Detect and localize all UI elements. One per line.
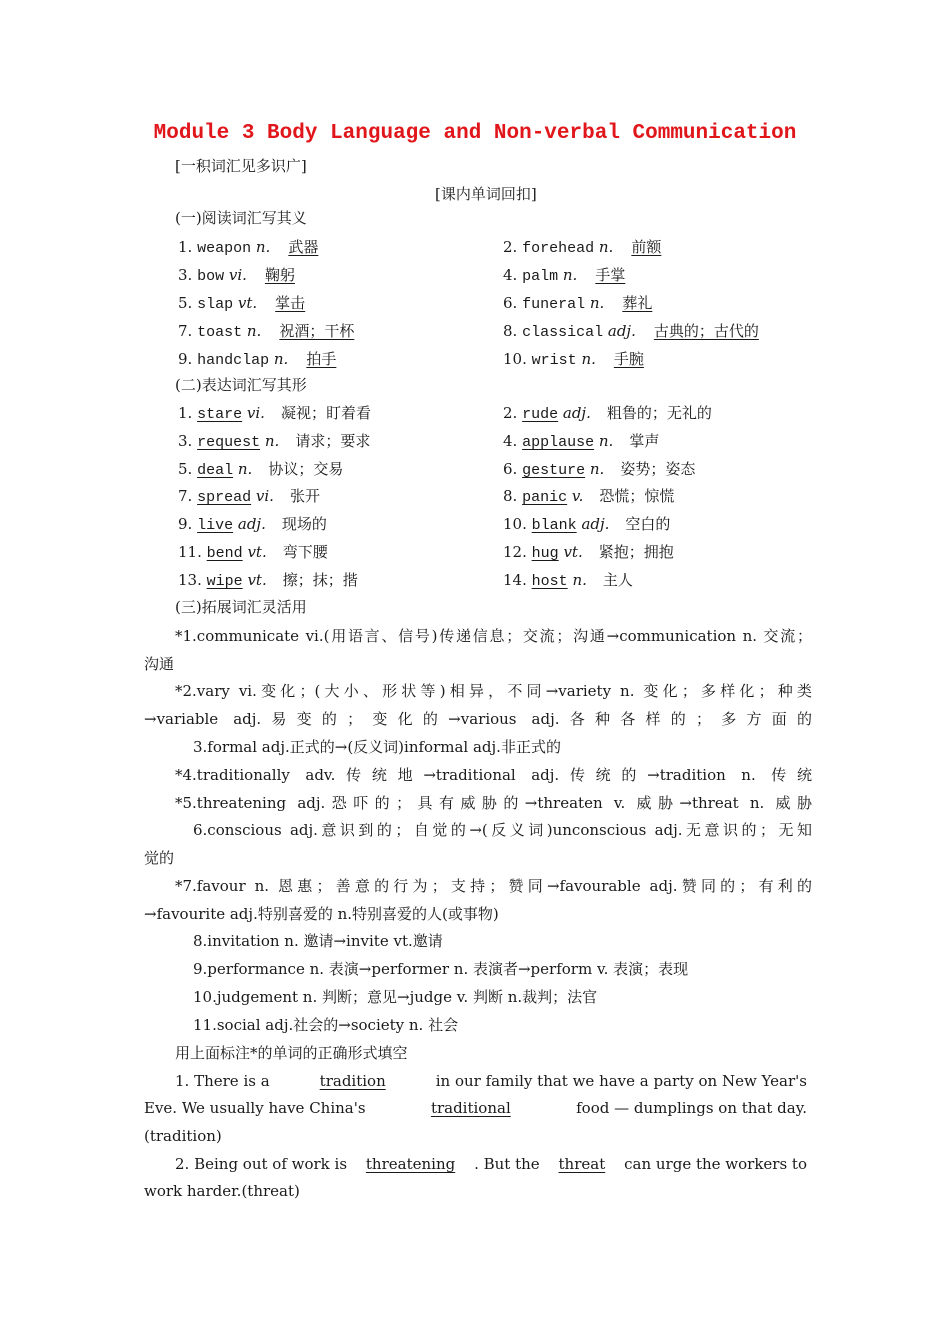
- item-word: classical: [522, 324, 604, 341]
- item-meaning: 掌声: [629, 432, 660, 450]
- item-meaning: 粗鲁的；无礼的: [606, 404, 712, 422]
- item-answer: 拍手: [306, 350, 337, 368]
- q1-answer-1: tradition: [319, 1072, 386, 1090]
- q1-text-d: food — dumplings on that day.: [576, 1099, 807, 1117]
- section-tag: [一积词汇见多识广]: [175, 157, 307, 175]
- item-answer: deal: [197, 462, 234, 479]
- item-pos: v.: [571, 487, 584, 505]
- part1-item: [178, 349, 336, 371]
- part1-heading: (一)阅读词汇写其义: [175, 209, 307, 227]
- item-number: 7.: [178, 487, 193, 505]
- expansion-line: *4.traditionally adv.传统地→traditional adj.传统的→tradition n. 传统: [175, 766, 812, 784]
- item-answer: rude: [522, 406, 559, 423]
- item-meaning: 凝视；盯着看: [280, 404, 371, 422]
- item-pos: adj.: [581, 515, 610, 533]
- subsection-tag: [课内单词回扣]: [435, 185, 537, 203]
- item-number: 8.: [503, 487, 518, 505]
- item-pos: adj.: [607, 322, 636, 340]
- item-meaning: 空白的: [625, 515, 671, 533]
- item-number: 6.: [503, 460, 518, 478]
- part2-item: [503, 486, 674, 508]
- expansion-line: *7.favour n. 恩惠；善意的行为；支持；赞同→favourable adj.赞同的；有利的: [175, 877, 812, 895]
- item-meaning: 现场的: [281, 515, 327, 533]
- item-pos: vi.: [246, 404, 265, 422]
- item-answer: 葬礼: [622, 294, 653, 312]
- item-word: toast: [197, 324, 243, 341]
- item-meaning: 弯下腰: [282, 543, 328, 561]
- part2-item: [503, 514, 670, 536]
- q1-text-b: in our family that we have a party on New Year's: [435, 1072, 807, 1090]
- part2-item: [503, 403, 712, 425]
- item-pos: vt.: [247, 571, 267, 589]
- part2-item: [178, 459, 343, 481]
- item-meaning: 姿势；姿态: [620, 460, 696, 478]
- item-answer: 武器: [288, 238, 319, 256]
- part2-item: [178, 570, 358, 592]
- expansion-line: →variable adj.易变的；变化的→various adj.各种各样的；多方面的: [144, 710, 812, 728]
- item-answer: 鞠躬: [264, 266, 295, 284]
- item-meaning: 协议；交易: [268, 460, 344, 478]
- part1-item: [178, 265, 295, 287]
- item-answer: 掌击: [275, 294, 306, 312]
- item-meaning: 紧抱；拥抱: [598, 543, 674, 561]
- item-answer: spread: [197, 489, 252, 506]
- item-pos: n.: [581, 350, 596, 368]
- item-number: 3.: [178, 266, 193, 284]
- item-meaning: 张开: [289, 487, 320, 505]
- item-answer: wipe: [206, 573, 243, 590]
- q2-text-a: 2. Being out of work is: [175, 1155, 348, 1173]
- item-meaning: 擦；抹；揩: [282, 571, 358, 589]
- item-word: handclap: [197, 352, 270, 369]
- item-answer: panic: [522, 489, 568, 506]
- item-pos: vt.: [237, 294, 258, 312]
- item-answer: applause: [522, 434, 595, 451]
- q2-text-b: . But the: [474, 1155, 540, 1173]
- item-answer: 手掌: [595, 266, 626, 284]
- q2-text-d: work harder.(threat): [144, 1182, 300, 1200]
- item-number: 12.: [503, 543, 527, 561]
- exercise-q2-line1: [175, 1154, 807, 1174]
- item-pos: vt.: [563, 543, 583, 561]
- item-answer: blank: [531, 517, 577, 534]
- part2-item: [503, 431, 659, 453]
- part1-item: [503, 237, 661, 259]
- part2-item: [178, 431, 370, 453]
- item-pos: n.: [589, 294, 605, 312]
- q1-text-a: 1. There is a: [175, 1072, 270, 1090]
- expansion-line: *5.threatening adj.恐吓的；具有威胁的→threaten v. 威胁→threat n. 威胁: [175, 794, 812, 812]
- item-word: wrist: [531, 352, 577, 369]
- q1-text-c: Eve. We usually have China's: [144, 1099, 366, 1117]
- part2-item: [178, 486, 320, 508]
- part1-item: [503, 293, 652, 315]
- item-answer: host: [531, 573, 568, 590]
- item-word: palm: [522, 268, 559, 285]
- item-answer: live: [197, 517, 234, 534]
- item-number: 2.: [503, 404, 518, 422]
- item-number: 3.: [178, 432, 193, 450]
- item-number: 6.: [503, 294, 518, 312]
- q2-answer-1: threatening: [365, 1155, 456, 1173]
- item-pos: n.: [598, 432, 614, 450]
- expansion-line: 11.social adj.社会的→society n. 社会: [193, 1016, 459, 1034]
- item-pos: n.: [246, 322, 262, 340]
- item-number: 11.: [178, 543, 202, 561]
- item-answer: gesture: [522, 462, 586, 479]
- item-answer: bend: [206, 545, 243, 562]
- item-meaning: 恐慌；惊慌: [599, 487, 675, 505]
- part2-heading: (二)表达词汇写其形: [175, 376, 307, 394]
- item-meaning: 请求；要求: [295, 432, 371, 450]
- item-meaning: 主人: [602, 571, 633, 589]
- expansion-line: *1.communicate vi.(用语言、信号)传递信息；交流；沟通→communication n. 交流；: [175, 627, 812, 645]
- q2-answer-2: threat: [558, 1155, 606, 1173]
- item-answer: 手腕: [613, 350, 644, 368]
- item-pos: n.: [237, 460, 253, 478]
- expansion-line: 6.conscious adj.意识到的；自觉的→(反义词)unconscious adj.无意识的；无知: [193, 821, 812, 839]
- item-number: 10.: [503, 350, 527, 368]
- item-pos: n.: [255, 238, 271, 256]
- part3-heading: (三)拓展词汇灵活用: [175, 598, 307, 616]
- part2-item: [503, 570, 633, 592]
- part1-item: [503, 265, 625, 287]
- item-number: 9.: [178, 515, 193, 533]
- item-number: 4.: [503, 432, 518, 450]
- part1-item: [503, 349, 644, 371]
- expansion-line: 9.performance n. 表演→performer n. 表演者→perform v. 表演；表现: [193, 960, 689, 978]
- item-answer: hug: [531, 545, 559, 562]
- item-word: funeral: [522, 296, 586, 313]
- item-number: 10.: [503, 515, 527, 533]
- item-number: 13.: [178, 571, 202, 589]
- part1-item: [503, 321, 759, 343]
- item-answer: 祝酒；干杯: [279, 322, 355, 340]
- item-answer: 古典的；古代的: [653, 322, 759, 340]
- item-number: 1.: [178, 238, 193, 256]
- q2-text-c: can urge the workers to: [624, 1155, 807, 1173]
- exercise-q1-line2: [144, 1098, 807, 1118]
- item-number: 5.: [178, 460, 193, 478]
- item-word: weapon: [197, 240, 252, 257]
- item-pos: n.: [572, 571, 587, 589]
- expansion-line: 3.formal adj.正式的→(反义词)informal adj.非正式的: [193, 738, 561, 756]
- item-pos: n.: [562, 266, 578, 284]
- item-pos: n.: [589, 460, 605, 478]
- expansion-line: 8.invitation n. 邀请→invite vt.邀请: [193, 932, 443, 950]
- part2-item: [178, 514, 327, 536]
- item-number: 8.: [503, 322, 518, 340]
- item-number: 5.: [178, 294, 193, 312]
- item-answer: stare: [197, 406, 243, 423]
- item-pos: adj.: [237, 515, 266, 533]
- part2-item: [503, 542, 674, 564]
- item-pos: vt.: [247, 543, 267, 561]
- expansion-line: →favourite adj.特别喜爱的 n.特别喜爱的人(或事物): [144, 905, 499, 923]
- item-word: bow: [197, 268, 225, 285]
- item-number: 9.: [178, 350, 193, 368]
- item-pos: vi.: [255, 487, 274, 505]
- part1-item: [178, 237, 318, 259]
- page-title: Module 3 Body Language and Non-verbal Communication: [153, 122, 797, 145]
- q1-answer-2: traditional: [430, 1099, 511, 1117]
- expansion-line: 10.judgement n. 判断；意见→judge v. 判断 n.裁判；法官: [193, 988, 598, 1006]
- item-pos: n.: [273, 350, 289, 368]
- exercise-q1-line1: [175, 1071, 807, 1091]
- item-pos: vi.: [228, 266, 247, 284]
- item-word: slap: [197, 296, 234, 313]
- item-number: 14.: [503, 571, 527, 589]
- part2-item: [178, 403, 371, 425]
- part2-item: [503, 459, 695, 481]
- item-answer: 前额: [631, 238, 662, 256]
- part2-item: [178, 542, 328, 564]
- item-word: forehead: [522, 240, 595, 257]
- item-number: 2.: [503, 238, 518, 256]
- expansion-line: 觉的: [144, 849, 175, 867]
- expansion-line: *2.vary vi.变化；(大小、形状等)相异，不同→variety n. 变化；多样化；种类: [175, 682, 812, 700]
- q1-text-e: (tradition): [144, 1127, 222, 1145]
- item-number: 7.: [178, 322, 193, 340]
- part1-item: [178, 321, 354, 343]
- item-pos: n.: [264, 432, 280, 450]
- item-pos: adj.: [562, 404, 591, 422]
- expansion-line: 沟通: [144, 655, 175, 673]
- part1-item: [178, 293, 305, 315]
- item-pos: n.: [598, 238, 614, 256]
- item-number: 1.: [178, 404, 193, 422]
- item-answer: request: [197, 434, 261, 451]
- item-number: 4.: [503, 266, 518, 284]
- exercise-instruction: 用上面标注*的单词的正确形式填空: [175, 1044, 408, 1062]
